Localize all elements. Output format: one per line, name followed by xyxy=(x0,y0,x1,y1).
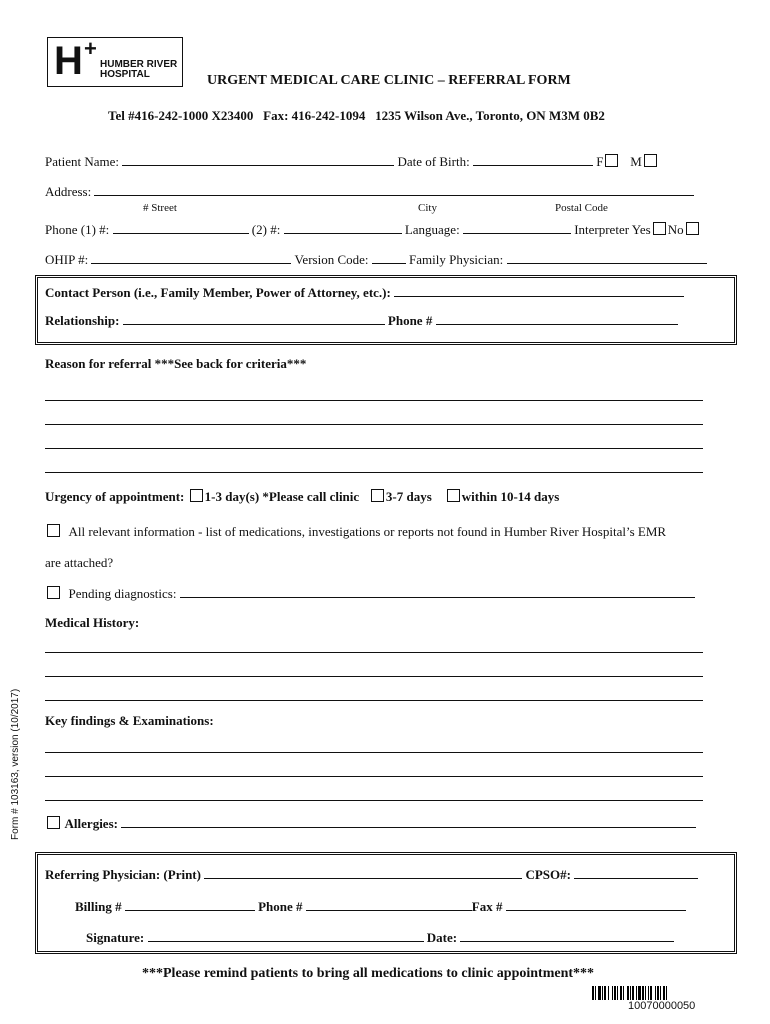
key-findings-line-3[interactable] xyxy=(45,800,703,801)
ohip-label: OHIP #: xyxy=(45,252,89,267)
reason-line-3[interactable] xyxy=(45,448,703,449)
barcode-image xyxy=(592,986,735,1000)
urgency-1-3-checkbox[interactable] xyxy=(190,489,203,502)
sex-f-label: F xyxy=(596,154,604,169)
cpso-field[interactable] xyxy=(574,866,698,879)
form-number: Form # 103163, version (10/2017) xyxy=(10,688,21,840)
info-attached-label-line1: All relevant information - list of medications, investigations or reports not found in Humber River Hospital’s EMR xyxy=(68,524,667,539)
referring-physician-row xyxy=(45,866,698,883)
address-label: Address: xyxy=(45,184,92,199)
phone1-field[interactable] xyxy=(113,221,249,234)
patient-name-row xyxy=(45,153,659,170)
logo-name: HUMBER RIVER HOSPITAL xyxy=(100,59,178,80)
phone2-label: (2) #: xyxy=(251,222,281,237)
contact-person-field[interactable] xyxy=(394,284,684,297)
hospital-logo xyxy=(47,37,183,87)
language-label: Language: xyxy=(404,222,460,237)
allergies-field[interactable] xyxy=(121,815,696,828)
pending-label: Pending diagnostics: xyxy=(68,586,177,601)
referring-phone-field[interactable] xyxy=(306,898,472,911)
info-attached-checkbox[interactable] xyxy=(47,524,60,537)
sex-m-label: M xyxy=(630,154,642,169)
info-attached-row xyxy=(45,524,666,540)
reason-line-1[interactable] xyxy=(45,400,703,401)
urgency-row xyxy=(45,489,559,505)
sex-m-checkbox[interactable] xyxy=(644,154,657,167)
referring-physician-field[interactable] xyxy=(204,866,522,879)
contact-phone-label: Phone # xyxy=(387,313,433,328)
contact-phone-field[interactable] xyxy=(436,312,678,325)
ohip-row xyxy=(45,251,707,268)
medical-history-line-1[interactable] xyxy=(45,652,703,653)
relationship-row xyxy=(45,312,678,329)
urgency-3-7-checkbox[interactable] xyxy=(371,489,384,502)
dob-field[interactable] xyxy=(473,153,593,166)
barcode-number: 10070000050 xyxy=(628,1000,696,1012)
signature-field[interactable] xyxy=(148,929,424,942)
relationship-label: Relationship: xyxy=(45,313,120,328)
allergies-label: Allergies: xyxy=(64,816,118,831)
sex-f-checkbox[interactable] xyxy=(605,154,618,167)
urgency-10-14-checkbox[interactable] xyxy=(447,489,460,502)
version-code-label: Version Code: xyxy=(294,252,369,267)
interpreter-no-checkbox[interactable] xyxy=(686,222,699,235)
key-findings-line-2[interactable] xyxy=(45,776,703,777)
patient-name-field[interactable] xyxy=(122,153,394,166)
city-sublabel: City xyxy=(418,202,437,214)
referring-physician-label: Referring Physician: (Print) xyxy=(45,867,201,882)
key-findings-line-1[interactable] xyxy=(45,752,703,753)
contact-person-label: Contact Person (i.e., Family Member, Power of Attorney, etc.): xyxy=(45,285,391,300)
pending-row xyxy=(45,585,695,602)
ohip-field[interactable] xyxy=(91,251,291,264)
billing-row xyxy=(75,898,686,915)
referring-phone-label: Phone # xyxy=(258,899,303,914)
reason-label: Reason for referral ***See back for criteria*** xyxy=(45,356,307,371)
date-label: Date: xyxy=(426,930,458,945)
key-findings-label: Key findings & Examinations: xyxy=(45,713,214,728)
referring-fax-label: Fax # xyxy=(471,899,503,914)
postal-sublabel: Postal Code xyxy=(555,202,608,214)
phone2-field[interactable] xyxy=(284,221,402,234)
version-code-field[interactable] xyxy=(372,251,406,264)
footer-note: ***Please remind patients to bring all medications to clinic appointment*** xyxy=(142,966,595,981)
interpreter-no-label: No xyxy=(667,222,684,237)
logo-plus: + xyxy=(84,36,97,61)
logo-mark: H xyxy=(54,39,81,83)
urgency-1-3-label: 1-3 day(s) *Please call clinic xyxy=(204,489,360,504)
billing-field[interactable] xyxy=(125,898,255,911)
medical-history-label: Medical History: xyxy=(45,615,140,630)
form-title: URGENT MEDICAL CARE CLINIC – REFERRAL FORM xyxy=(207,73,571,88)
interpreter-yes-checkbox[interactable] xyxy=(653,222,666,235)
family-physician-field[interactable] xyxy=(507,251,707,264)
contact-person-row xyxy=(45,284,684,301)
street-sublabel: # Street xyxy=(143,202,177,214)
phone1-label: Phone (1) #: xyxy=(45,222,110,237)
pending-checkbox[interactable] xyxy=(47,586,60,599)
signature-row xyxy=(86,929,674,946)
reason-line-4[interactable] xyxy=(45,472,703,473)
relationship-field[interactable] xyxy=(123,312,385,325)
info-attached-label-line2: are attached? xyxy=(45,555,114,570)
address-field[interactable] xyxy=(94,183,694,196)
dob-label: Date of Birth: xyxy=(397,154,470,169)
date-field[interactable] xyxy=(460,929,674,942)
billing-label: Billing # xyxy=(75,899,122,914)
allergies-row xyxy=(45,815,696,832)
interpreter-label: Interpreter Yes xyxy=(574,222,651,237)
signature-label: Signature: xyxy=(86,930,145,945)
urgency-10-14-label: within 10-14 days xyxy=(461,489,560,504)
phone-row xyxy=(45,221,701,238)
family-physician-label: Family Physician: xyxy=(409,252,504,267)
medical-history-line-2[interactable] xyxy=(45,676,703,677)
pending-field[interactable] xyxy=(180,585,695,598)
allergies-checkbox[interactable] xyxy=(47,816,60,829)
reason-line-2[interactable] xyxy=(45,424,703,425)
patient-name-label: Patient Name: xyxy=(45,154,120,169)
cpso-label: CPSO#: xyxy=(525,867,571,882)
urgency-3-7-label: 3-7 days xyxy=(385,489,432,504)
medical-history-line-3[interactable] xyxy=(45,700,703,701)
urgency-label: Urgency of appointment: xyxy=(45,489,185,504)
address-row xyxy=(45,183,694,200)
language-field[interactable] xyxy=(463,221,571,234)
referring-fax-field[interactable] xyxy=(506,898,686,911)
contact-line: Tel #416-242-1000 X23400 Fax: 416-242-1094 1235 Wilson Ave., Toronto, ON M3M 0B2 xyxy=(108,108,605,123)
